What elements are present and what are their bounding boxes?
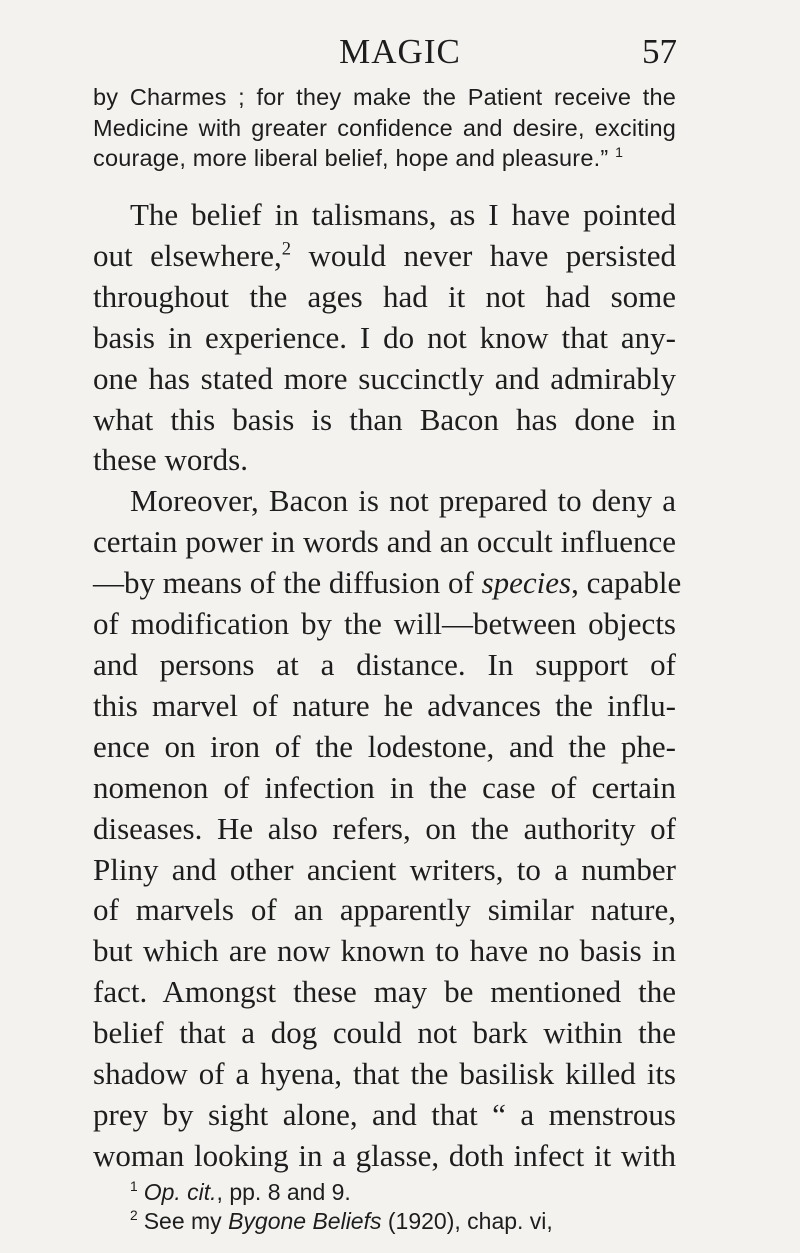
body-text xyxy=(93,195,682,1177)
text-line: of marvels of an apparently similar nature, xyxy=(93,892,676,928)
text-line: ence on iron of the lodestone, and the phe- xyxy=(93,728,676,764)
text-line: but which are now known to have no basis in xyxy=(93,933,676,969)
text-line: diseases. He also refers, on the authority of xyxy=(93,810,676,846)
text-line: and persons at a distance. In support of xyxy=(93,646,676,682)
footnote-marker: 1 xyxy=(130,1179,138,1195)
text-line: fact. Amongst these may be mentioned the xyxy=(93,974,676,1010)
text-line: of modification by the will—between objects xyxy=(93,606,676,642)
text-line xyxy=(93,563,682,604)
text-line xyxy=(93,143,676,174)
footnote-ref-1: 1 xyxy=(615,144,624,161)
text-line: basis in experience. I do not know that any- xyxy=(93,319,676,355)
text-segment: would never have persisted xyxy=(291,237,676,273)
footnotes xyxy=(130,1178,690,1236)
text-segment: , capable xyxy=(571,565,682,601)
text-line: prey by sight alone, and that “ a menstrous xyxy=(93,1096,676,1132)
text-line: these words. xyxy=(93,442,248,478)
text-line: this marvel of nature he advances the influ- xyxy=(93,687,676,723)
text-line: woman looking in a glasse, doth infect it with xyxy=(93,1137,676,1173)
footnote-2 xyxy=(130,1207,690,1236)
page-number: 57 xyxy=(642,32,677,71)
footnote-text: See my xyxy=(143,1208,229,1234)
footnote-ref-2: 2 xyxy=(281,238,292,260)
text-line: what this basis is than Bacon has done in xyxy=(93,401,676,437)
footnote-text: (1920), chap. vi, xyxy=(381,1208,553,1234)
text-segment: courage, more liberal belief, hope and pleasure.” xyxy=(93,145,609,171)
footnote-italic: Op. cit. xyxy=(143,1179,217,1205)
running-title: MAGIC xyxy=(339,32,461,71)
text-segment: out elsewhere, xyxy=(93,237,282,273)
footnote-1 xyxy=(130,1178,690,1207)
quote-paragraph xyxy=(93,82,676,174)
text-line: by Charmes ; for they make the Patient receive the xyxy=(93,84,676,110)
running-header xyxy=(0,32,800,80)
text-line: throughout the ages had it not had some xyxy=(93,278,676,314)
text-line: Medicine with greater confidence and desire, exciting xyxy=(93,114,676,141)
text-line: belief that a dog could not bark within the xyxy=(93,1015,676,1051)
text-line: nomenon of infection in the case of certain xyxy=(93,769,676,805)
footnote-text: , pp. 8 and 9. xyxy=(216,1179,351,1205)
text-line: one has stated more succinctly and admirably xyxy=(93,360,676,396)
text-line: certain power in words and an occult influence xyxy=(93,524,676,560)
text-line: The belief in talismans, as I have pointed xyxy=(130,197,676,232)
text-segment: —by means of the diffusion of xyxy=(93,565,482,601)
italic-term: species xyxy=(481,565,572,601)
footnote-marker: 2 xyxy=(130,1208,138,1224)
footnote-italic: Bygone Beliefs xyxy=(228,1208,382,1234)
text-line: shadow of a hyena, that the basilisk killed its xyxy=(93,1056,676,1092)
text-line: Pliny and other ancient writers, to a number xyxy=(93,851,676,887)
text-line: Moreover, Bacon is not prepared to deny a xyxy=(130,483,676,519)
text-line xyxy=(93,236,676,277)
